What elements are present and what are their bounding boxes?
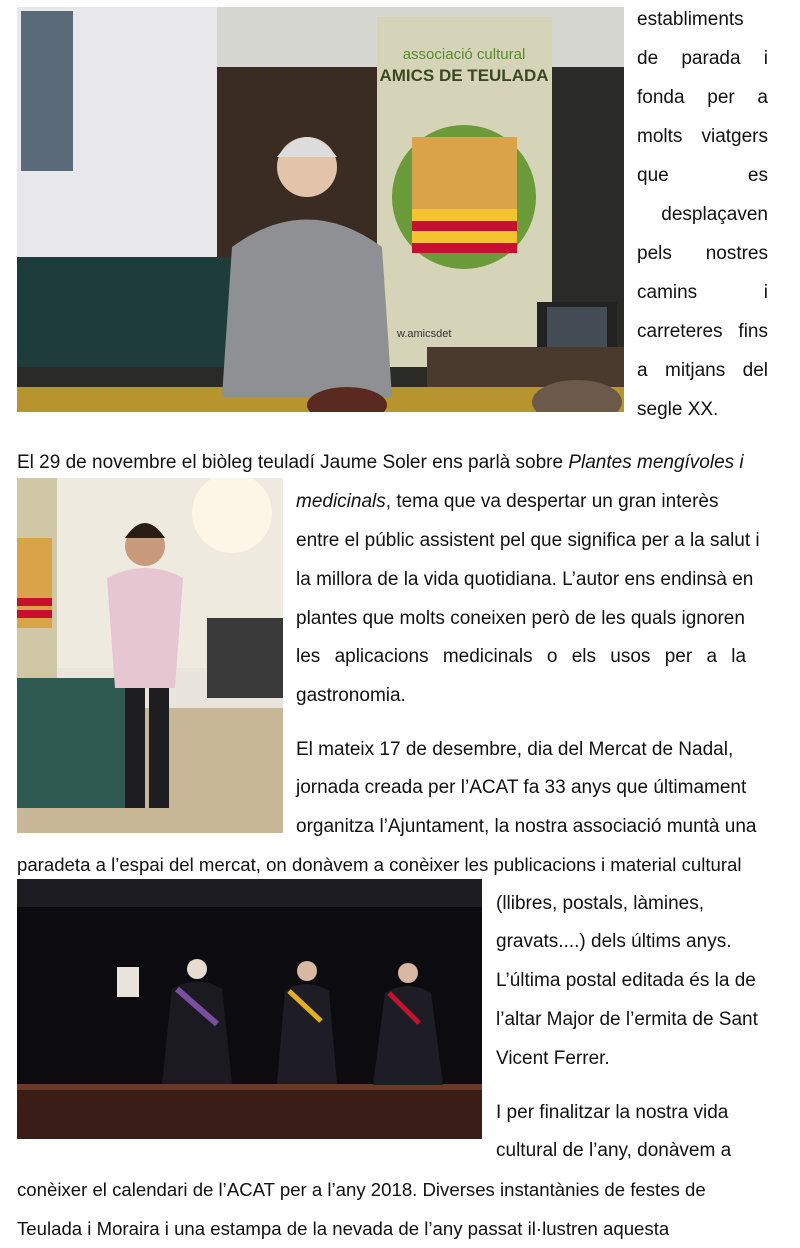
text-line: pels nostres xyxy=(637,243,768,264)
paragraph-3-line-1: El mateix 17 de desembre, dia del Mercat de Nadal, xyxy=(296,739,734,760)
paragraph-3-line-9: Vicent Ferrer. xyxy=(496,1048,610,1069)
paragraph-4-line-1: I per finalitzar la nostra vida xyxy=(496,1102,729,1123)
text-line: carreteres fins xyxy=(637,321,768,342)
text-line: fonda per a xyxy=(637,87,768,108)
paragraph-4-line-2: cultural de l’any, donàvem a xyxy=(496,1140,732,1161)
svg-text:AMICS DE TEULADA: AMICS DE TEULADA xyxy=(379,66,549,85)
photo-speaker-pink-shirt xyxy=(17,478,283,833)
paragraph-3-line-5: (llibres, postals, làmines, xyxy=(496,893,705,914)
paragraph-3-line-3: organitza l’Ajuntament, la nostra associació muntà una xyxy=(296,816,757,837)
paragraph-3-line-4: paradeta a l’espai del mercat, on donàvem a conèixer les publicacions i material cultural xyxy=(17,854,742,875)
paragraph-4-line-3: conèixer el calendari de l’ACAT per a l’any 2018. Diverses instantànies de festes de xyxy=(17,1179,706,1200)
paragraph-3-line-6: gravats....) dels últims anys. xyxy=(496,931,732,952)
paragraph-2-line-3: entre el públic assistent pel que significa per a la salut i xyxy=(296,530,760,551)
paragraph-2-line-1: El 29 de novembre el biòleg teuladí Jaume Soler ens parlà sobre Plantes mengívoles i xyxy=(17,452,744,473)
text-line: que es xyxy=(637,165,768,186)
paragraph-3-line-8: l’altar Major de l’ermita de Sant xyxy=(496,1009,758,1030)
photo-stage-performance xyxy=(17,879,482,1139)
svg-text:associació cultural: associació cultural xyxy=(402,46,526,63)
paragraph-2-line-4: la millora de la vida quotidiana. L’autor ens endinsà en xyxy=(296,569,754,590)
text-line: establiments xyxy=(637,9,744,30)
text-line: a mitjans del xyxy=(637,360,768,381)
text-line: molts viatgers xyxy=(637,126,768,147)
svg-text:w.amicsdet: w.amicsdet xyxy=(397,328,452,340)
paragraph-3-line-2: jornada creada per l’ACAT fa 33 anys que últimament xyxy=(296,777,747,798)
text-line: de parada i xyxy=(637,48,768,69)
paragraph-2-line-2: medicinals, tema que va despertar un gran interès xyxy=(296,491,719,512)
paragraph-2-line-5: plantes que molts coneixen però de les quals ignoren xyxy=(296,608,745,629)
paragraph-4-line-4: Teulada i Moraira i una estampa de la nevada de l’any passat il·lustren aquesta xyxy=(17,1218,670,1239)
text-line: segle XX. xyxy=(637,399,719,420)
text-line: camins i xyxy=(637,282,768,303)
paragraph-3-line-7: L’última postal editada és la de xyxy=(496,970,756,991)
paragraph-2-line-6: les aplicacions medicinals o els usos per a la xyxy=(296,646,747,667)
text-line: desplaçaven xyxy=(661,204,768,225)
photo-speaker-banner xyxy=(17,7,624,412)
paragraph-2-line-7: gastronomia. xyxy=(296,685,406,706)
